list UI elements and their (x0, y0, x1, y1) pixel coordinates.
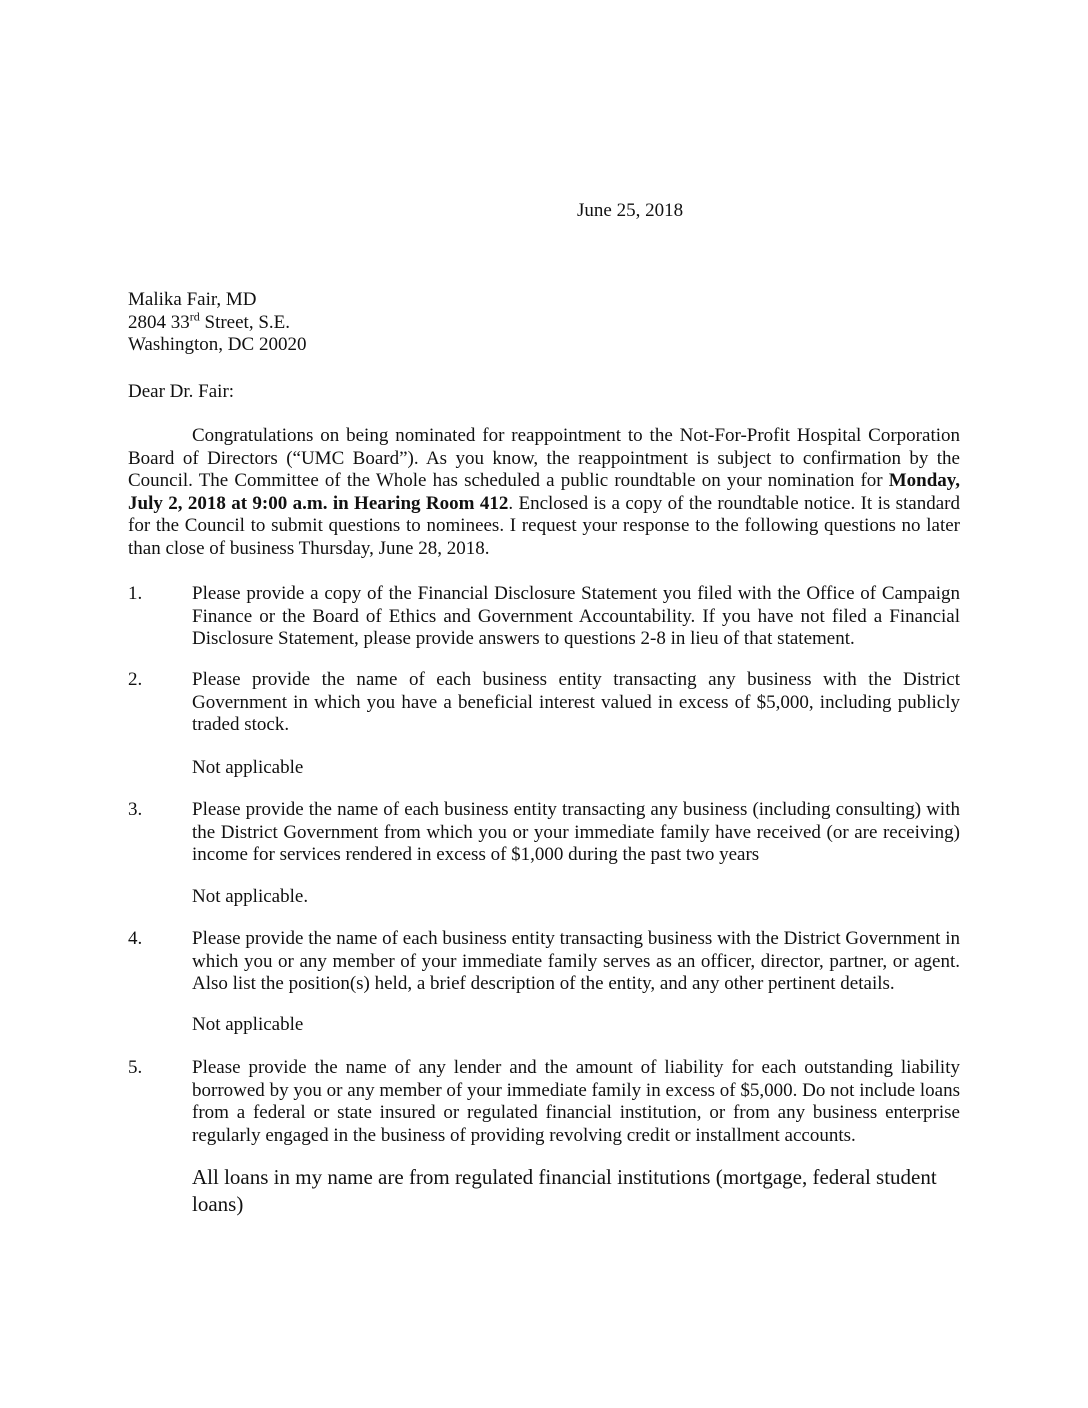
salutation: Dear Dr. Fair: (128, 381, 235, 402)
question-text: Please provide a copy of the Financial Disclosure Statement you filed with the Office of Campaign Finance or the Board of Ethics and Government Accountability. If you have not filed a Financial Disclosure Statement, please provide answers to questions 2-8 in lieu of that statement. (192, 583, 960, 649)
question-number: 4. (128, 928, 143, 949)
intro-hearing-details: Monday, July 2, 2018 at 9:00 a.m. in Hearing Room 412 (128, 470, 960, 514)
street-ordinal: rd (189, 309, 200, 324)
letter-date: June 25, 2018 (577, 200, 684, 221)
recipient-name: Malika Fair, MD (128, 289, 257, 310)
question-4 (128, 928, 960, 996)
question-1 (128, 583, 960, 651)
question-number: 2. (128, 669, 143, 690)
question-text: Please provide the name of any lender and the amount of liability for each outstanding liability borrowed by you or any member of your immediate family in excess of $5,000. Do not include loans from a federal or state insured or regulated financial institution, or from any business enterprise regularly engaged in the business of providing revolving credit or installment accounts. (192, 1057, 960, 1146)
answer-2: Not applicable (192, 757, 304, 778)
question-text: Please provide the name of each business entity transacting any business (including consulting) with the District Government from which you or your immediate family have received (or are receiving) income for services rendered in excess of $1,000 during the past two years (192, 799, 960, 865)
question-text: Please provide the name of each business entity transacting business with the District Government in which you or any member of your immediate family serves as an officer, director, partner, or agent. Also list the position(s) held, a brief description of the entity, and any other pertinent details. (192, 928, 960, 994)
question-text: Please provide the name of each business entity transacting any business with the District Government in which you have a beneficial interest valued in excess of $5,000, including publicly traded stock. (192, 669, 960, 735)
recipient-street (128, 309, 306, 335)
answer-5: All loans in my name are from regulated financial institutions (mortgage, federal student loans) (192, 1165, 937, 1216)
intro-paragraph (128, 425, 960, 560)
question-number: 3. (128, 799, 143, 820)
answer-4: Not applicable (192, 1014, 304, 1035)
question-number: 1. (128, 583, 143, 604)
question-2 (128, 669, 960, 737)
question-3 (128, 799, 960, 867)
street-name: Street, S.E. (199, 311, 290, 333)
intro-text-1: Congratulations on being nominated for reappointment to the Not-For-Profit Hospital Corporation Board of Directors (“UMC Board”). As you know, the reappointment is subject to confirmation by the Council. The Committee of the Whole has scheduled a public roundtable on your nomination for (128, 425, 960, 491)
intro-text-2: . Enclosed is a copy of the roundtable notice. It is standard for the Council to submit questions to nominees. I request your response to the following questions no later than close of business Thursday, June 28, 2018. (128, 492, 961, 559)
recipient-address (128, 289, 306, 357)
recipient-city: Washington, DC 20020 (128, 334, 307, 355)
answer-3: Not applicable. (192, 886, 309, 907)
question-number: 5. (128, 1057, 143, 1078)
street-number: 2804 33 (128, 311, 190, 333)
question-5 (128, 1057, 960, 1147)
